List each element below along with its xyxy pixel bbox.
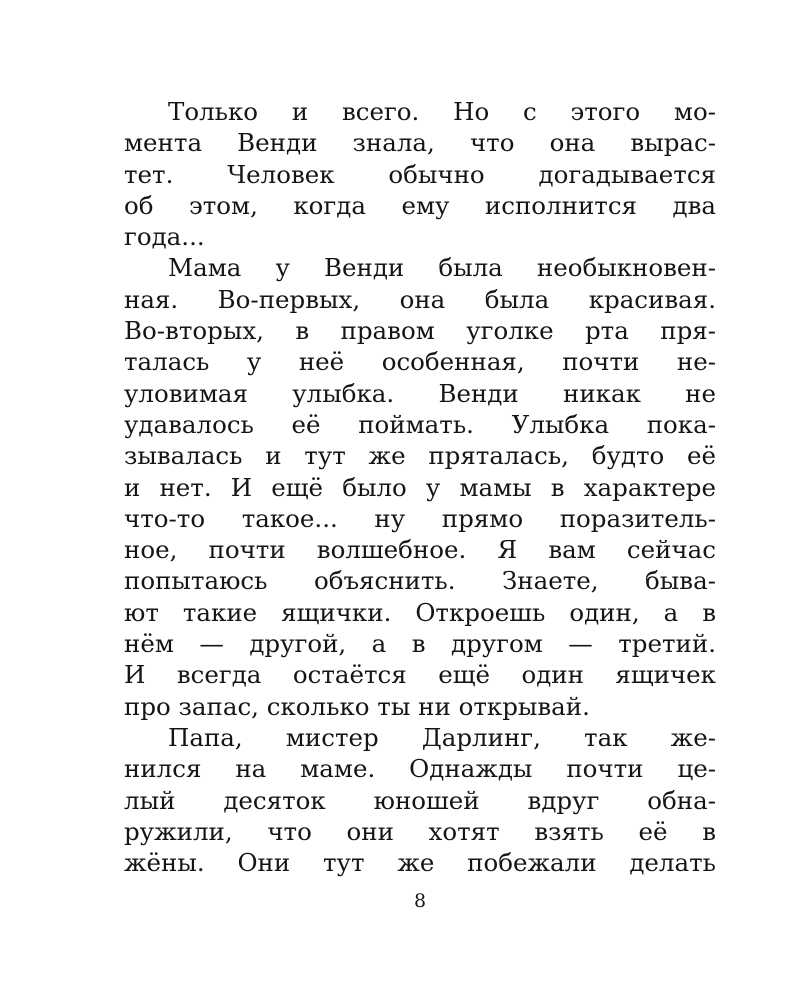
text-line: ют такие ящички. Откроешь один, а в [124,597,716,627]
text-line: талась у неё особенная, почти не- [124,347,716,377]
text-line: нём — другой, а в другом — третий. [124,629,716,659]
text-line: Папа, мистер Дарлинг, так же- [168,722,716,752]
body-text [124,96,716,878]
text-line: что-то такое... ну прямо поразитель- [124,503,716,533]
text-line: мента Венди знала, что она вырас- [124,128,716,158]
text-line: года... [124,222,205,252]
text-line: жёны. Они тут же побежали делать [124,848,716,878]
text-line: зывалась и тут же пряталась, будто её [124,441,716,471]
text-line: об этом, когда ему исполнится два [124,190,716,220]
text-line: попытаюсь объяснить. Знаете, быва- [124,566,716,596]
page-number: 8 [413,890,427,912]
text-line: ружили, что они хотят взять её в [124,816,716,846]
text-line: ная. Во-первых, она была красивая. [124,284,716,314]
text-line: нился на маме. Однажды почти це- [124,754,716,784]
text-line: и нет. И ещё было у мамы в характере [124,472,716,502]
text-line: удавалось её поймать. Улыбка пока- [124,409,716,439]
text-line: ное, почти волшебное. Я вам сейчас [124,535,716,565]
text-line: уловимая улыбка. Венди никак не [124,378,716,408]
text-line: про запас, сколько ты ни открывай. [124,691,590,721]
text-line: лый десяток юношей вдруг обна- [124,785,716,815]
text-line: Во-вторых, в правом уголке рта пря- [124,316,716,346]
text-line: тет. Человек обычно догадывается [124,159,716,189]
text-line: И всегда остаётся ещё один ящичек [124,660,716,690]
text-line: Только и всего. Но с этого мо- [168,97,716,126]
text-line: Мама у Венди была необыкновен- [168,253,716,283]
